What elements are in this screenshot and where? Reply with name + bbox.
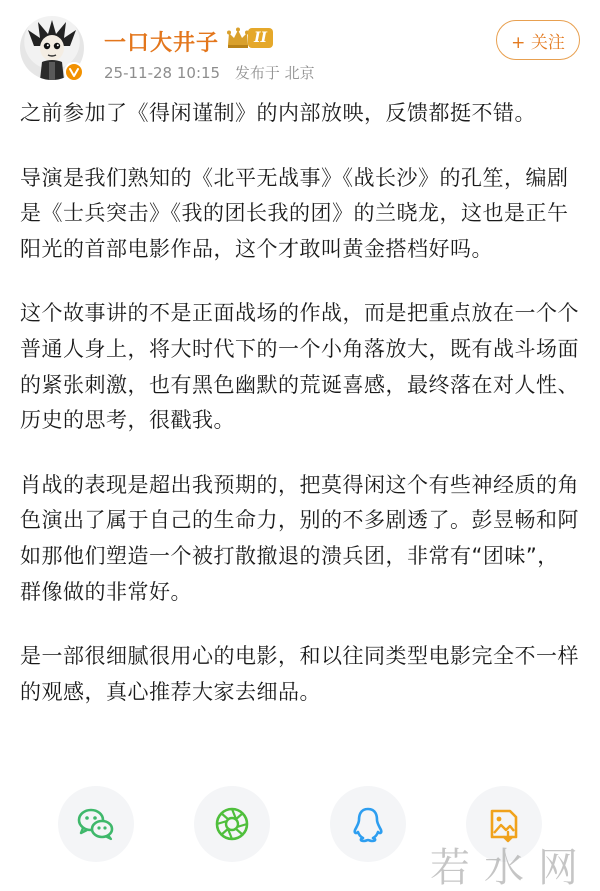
site-watermark: 若水网 [430,845,592,891]
post-timestamp: 25-11-28 10:15 [104,64,221,82]
post-header [0,0,600,92]
post-paragraph: 之前参加了《得闲谨制》的内部放映，反馈都挺不错。 [20,101,536,125]
share-wechat-button[interactable] [58,786,134,862]
level-badge [226,26,273,50]
post-meta [104,62,325,83]
wechat-icon [74,802,118,846]
verified-badge-icon [64,62,84,82]
post-body [20,96,580,739]
post-paragraph: 导演是我们熟知的《北平无战事》《战长沙》的孔笙，编剧是《士兵突击》《我的团长我的团》的兰晓龙，这也是正午阳光的首部电影作品，这个才敢叫黄金搭档好吗。 [20,165,569,261]
post-paragraph: 肖战的表现是超出我预期的，把莫得闲这个有些神经质的角色演出了属于自己的生命力，别的不多剧透了。彭昱畅和阿如那他们塑造一个被打散撤退的溃兵团，非常有“团味”，群像做的非常好。 [20,472,579,604]
qq-icon [346,802,390,846]
post-paragraph: 是一部很细腻很用心的电影，和以往同类型电影完全不一样的观感，真心推荐大家去细品。 [20,644,579,704]
author-name[interactable]: 一口大井子 [104,31,220,56]
follow-button[interactable]: + 关注 [496,20,580,60]
moments-icon [210,802,254,846]
share-qq-button[interactable] [330,786,406,862]
post-paragraph: 这个故事讲的不是正面战场的作战，而是把重点放在一个个普通人身上，将大时代下的一个小角落放大，既有战斗场面的紧张刺激，也有黑色幽默的荒诞喜感，最终落在对人性、历史的思考，很戳我。 [20,301,579,433]
share-moments-button[interactable] [194,786,270,862]
crown-icon [226,27,250,49]
level-text: II [248,28,273,48]
post-location: 发布于 北京 [234,64,315,82]
